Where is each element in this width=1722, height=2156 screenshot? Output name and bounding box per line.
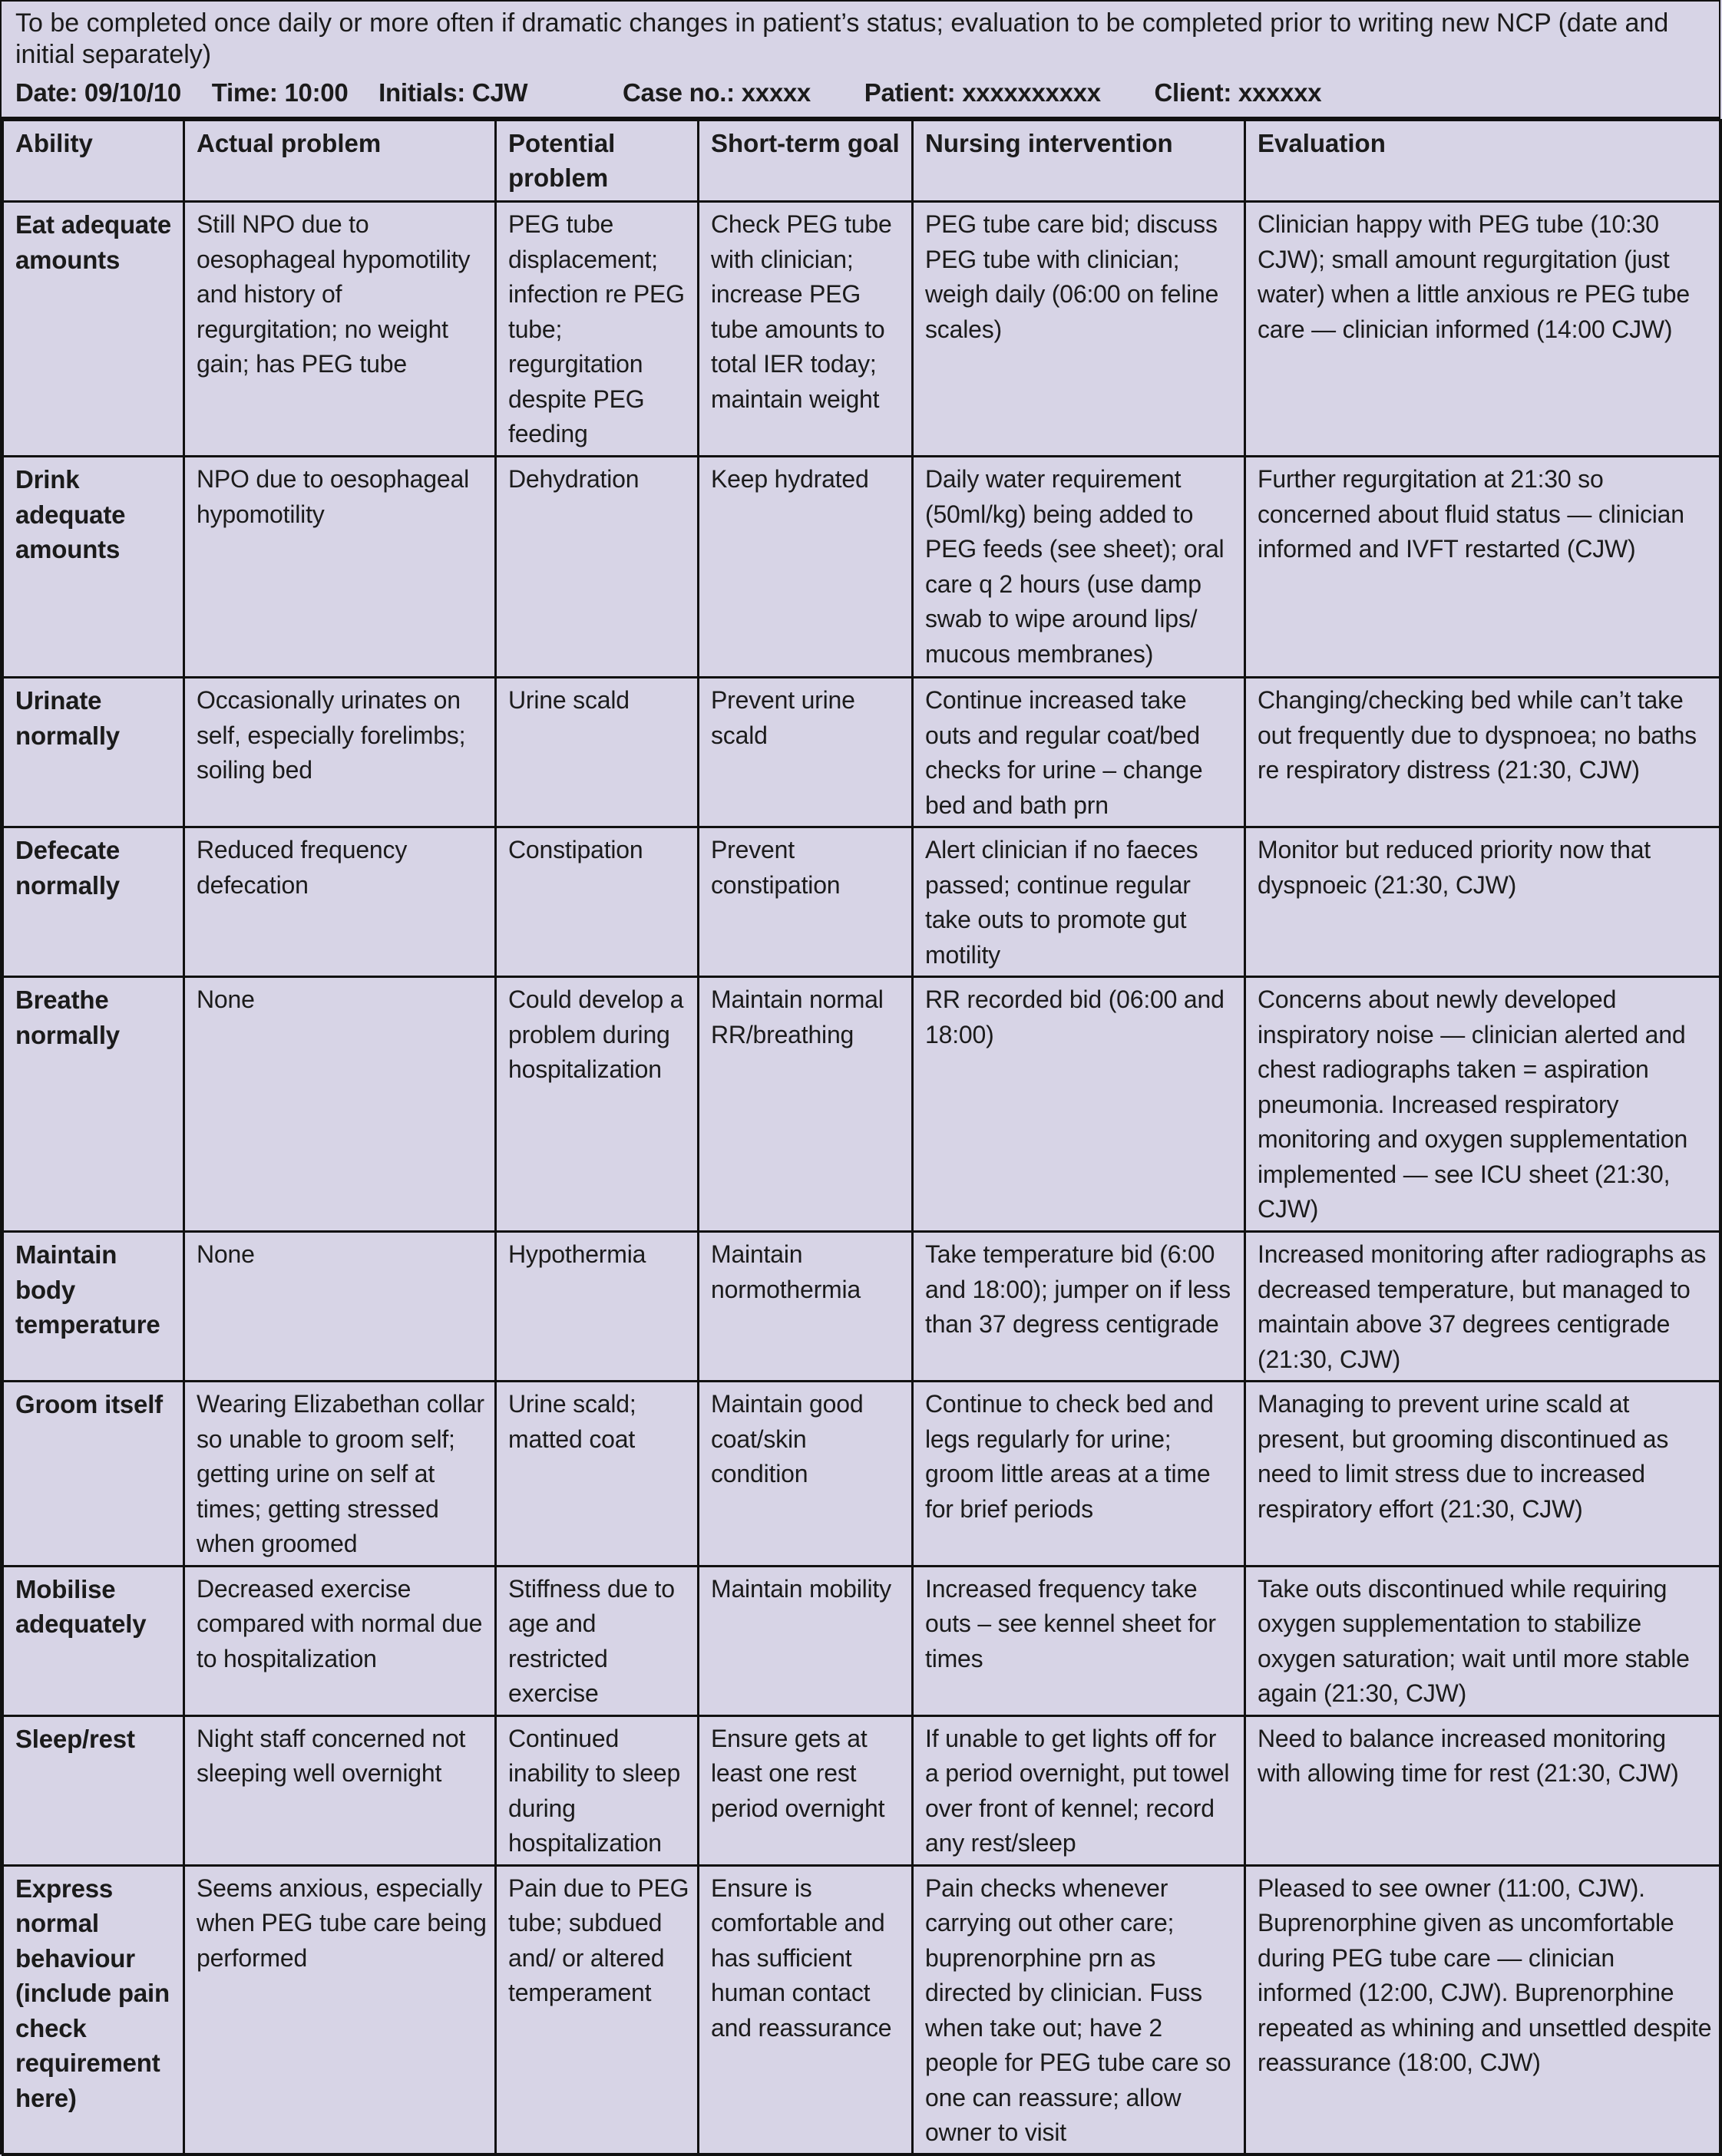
table-row	[3, 1865, 1722, 2154]
potential-problem-cell: Could develop a problem during hospitalization	[496, 977, 699, 1232]
potential-problem-cell: PEG tube displacement; infection re PEG tube; regurgitation despite PEG feeding	[496, 202, 699, 457]
short-term-goal-cell: Maintain good coat/skin condition	[699, 1382, 913, 1567]
table-header-row	[3, 121, 1722, 202]
evaluation-cell: Concerns about newly developed inspiratory noise — clinician alerted and chest radiographs taken = aspiration pneumonia. Increased respiratory monitoring and oxygen supplementation implemented — see ICU sheet (21:30, CJW)	[1245, 977, 1722, 1232]
column-header-ability: Ability	[3, 121, 184, 202]
evaluation-cell: Changing/checking bed while can’t take out frequently due to dyspnoea; no baths re respiratory distress (21:30, CJW)	[1245, 678, 1722, 827]
nursing-intervention-cell: RR recorded bid (06:00 and 18:00)	[913, 977, 1245, 1232]
ability-cell: Mobilise adequately	[3, 1566, 184, 1715]
instructions-text: To be completed once daily or more often if dramatic changes in patient’s status; evaluation to be completed prior to writing new NCP (date and initial separately)	[15, 8, 1669, 69]
header-box	[2, 2, 1720, 119]
short-term-goal-cell: Ensure is comfortable and has sufficient human contact and reassurance	[699, 1865, 913, 2154]
actual-problem-cell: None	[184, 977, 496, 1232]
evaluation-cell: Take outs discontinued while requiring oxygen supplementation to stabilize oxygen saturation; wait until more stable again (21:30, CJW)	[1245, 1566, 1722, 1715]
ability-cell: Eat adequate amounts	[3, 202, 184, 457]
short-term-goal-cell: Prevent urine scald	[699, 678, 913, 827]
evaluation-cell: Managing to prevent urine scald at present, but grooming discontinued as need to limit stress due to increased respiratory effort (21:30, CJW)	[1245, 1382, 1722, 1567]
nursing-intervention-cell: Increased frequency take outs – see kennel sheet for times	[913, 1566, 1245, 1715]
potential-problem-cell: Hypothermia	[496, 1232, 699, 1382]
time-field: Time: 10:00	[211, 78, 349, 107]
potential-problem-cell: Constipation	[496, 827, 699, 977]
meta-row	[15, 78, 1708, 107]
table-row	[3, 202, 1722, 457]
table-row	[3, 827, 1722, 977]
potential-problem-cell: Urine scald; matted coat	[496, 1382, 699, 1567]
case-no-field: Case no.: xxxxx	[623, 78, 811, 107]
short-term-goal-cell: Maintain normal RR/breathing	[699, 977, 913, 1232]
table-row	[3, 1715, 1722, 1865]
column-header-actual-problem: Actual problem	[184, 121, 496, 202]
nursing-intervention-cell: Daily water requirement (50ml/kg) being added to PEG feeds (see sheet); oral care q 2 hours (use damp swab to wipe around lips/ mucous membranes)	[913, 457, 1245, 678]
ability-cell: Groom itself	[3, 1382, 184, 1567]
potential-problem-cell: Urine scald	[496, 678, 699, 827]
nursing-intervention-cell: If unable to get lights off for a period overnight, put towel over front of kennel; record any rest/sleep	[913, 1715, 1245, 1865]
actual-problem-cell: Night staff concerned not sleeping well overnight	[184, 1715, 496, 1865]
table-row	[3, 977, 1722, 1232]
nursing-intervention-cell: Continue to check bed and legs regularly for urine; groom little areas at a time for brief periods	[913, 1382, 1245, 1567]
evaluation-cell: Monitor but reduced priority now that dyspnoeic (21:30, CJW)	[1245, 827, 1722, 977]
evaluation-cell: Clinician happy with PEG tube (10:30 CJW); small amount regurgitation (just water) when a little anxious re PEG tube care — clinician informed (14:00 CJW)	[1245, 202, 1722, 457]
actual-problem-cell: None	[184, 1232, 496, 1382]
ability-cell: Drink adequate amounts	[3, 457, 184, 678]
short-term-goal-cell: Maintain mobility	[699, 1566, 913, 1715]
actual-problem-cell: Still NPO due to oesophageal hypomotility and history of regurgitation; no weight gain; has PEG tube	[184, 202, 496, 457]
ability-cell: Defecate normally	[3, 827, 184, 977]
ability-cell: Breathe normally	[3, 977, 184, 1232]
nursing-intervention-cell: Alert clinician if no faeces passed; continue regular take outs to promote gut motility	[913, 827, 1245, 977]
potential-problem-cell: Dehydration	[496, 457, 699, 678]
ability-cell: Urinate normally	[3, 678, 184, 827]
evaluation-cell: Need to balance increased monitoring with allowing time for rest (21:30, CJW)	[1245, 1715, 1722, 1865]
table-row	[3, 1382, 1722, 1567]
evaluation-cell: Increased monitoring after radiographs as decreased temperature, but managed to maintain above 37 degrees centigrade (21:30, CJW)	[1245, 1232, 1722, 1382]
actual-problem-cell: Seems anxious, especially when PEG tube care being performed	[184, 1865, 496, 2154]
column-header-potential-problem: Potential problem	[496, 121, 699, 202]
potential-problem-cell: Stiffness due to age and restricted exercise	[496, 1566, 699, 1715]
nursing-intervention-cell: Take temperature bid (6:00 and 18:00); jumper on if less than 37 degress centigrade	[913, 1232, 1245, 1382]
ability-cell: Express normal behaviour (include pain check requirement here)	[3, 1865, 184, 2154]
short-term-goal-cell: Check PEG tube with clinician; increase PEG tube amounts to total IER today; maintain weight	[699, 202, 913, 457]
care-plan-table	[2, 119, 1722, 2156]
ability-cell: Sleep/rest	[3, 1715, 184, 1865]
evaluation-cell: Pleased to see owner (11:00, CJW). Buprenorphine given as uncomfortable during PEG tube care — clinician informed (12:00, CJW). Buprenorphine repeated as whining and unsettled despite reassurance (18:00, CJW)	[1245, 1865, 1722, 2154]
table-row	[3, 678, 1722, 827]
short-term-goal-cell: Prevent constipation	[699, 827, 913, 977]
nursing-intervention-cell: Continue increased take outs and regular coat/bed checks for urine – change bed and bath prn	[913, 678, 1245, 827]
potential-problem-cell: Continued inability to sleep during hospitalization	[496, 1715, 699, 1865]
actual-problem-cell: Decreased exercise compared with normal due to hospitalization	[184, 1566, 496, 1715]
nursing-intervention-cell: Pain checks whenever carrying out other care; buprenorphine prn as directed by clinician. Fuss when take out; have 2 people for PEG tube care so one can reassure; allow owner to visit	[913, 1865, 1245, 2154]
table-row	[3, 1566, 1722, 1715]
table-row	[3, 1232, 1722, 1382]
client-field: Client: xxxxxx	[1154, 78, 1322, 107]
actual-problem-cell: Wearing Elizabethan collar so unable to groom self; getting urine on self at times; getting stressed when groomed	[184, 1382, 496, 1567]
column-header-short-term-goal: Short-term goal	[699, 121, 913, 202]
initials-field: Initials: CJW	[378, 78, 528, 107]
column-header-evaluation: Evaluation	[1245, 121, 1722, 202]
actual-problem-cell: NPO due to oesophageal hypomotility	[184, 457, 496, 678]
short-term-goal-cell: Ensure gets at least one rest period overnight	[699, 1715, 913, 1865]
column-header-nursing-intervention: Nursing intervention	[913, 121, 1245, 202]
actual-problem-cell: Reduced frequency defecation	[184, 827, 496, 977]
nursing-intervention-cell: PEG tube care bid; discuss PEG tube with clinician; weigh daily (06:00 on feline scales)	[913, 202, 1245, 457]
potential-problem-cell: Pain due to PEG tube; subdued and/ or altered temperament	[496, 1865, 699, 2154]
short-term-goal-cell: Keep hydrated	[699, 457, 913, 678]
evaluation-cell: Further regurgitation at 21:30 so concerned about fluid status — clinician informed and IVFT restarted (CJW)	[1245, 457, 1722, 678]
table-row	[3, 457, 1722, 678]
ability-cell: Maintain body temperature	[3, 1232, 184, 1382]
date-field: Date: 09/10/10	[15, 78, 181, 107]
short-term-goal-cell: Maintain normothermia	[699, 1232, 913, 1382]
patient-field: Patient: xxxxxxxxxx	[864, 78, 1101, 107]
actual-problem-cell: Occasionally urinates on self, especially forelimbs; soiling bed	[184, 678, 496, 827]
